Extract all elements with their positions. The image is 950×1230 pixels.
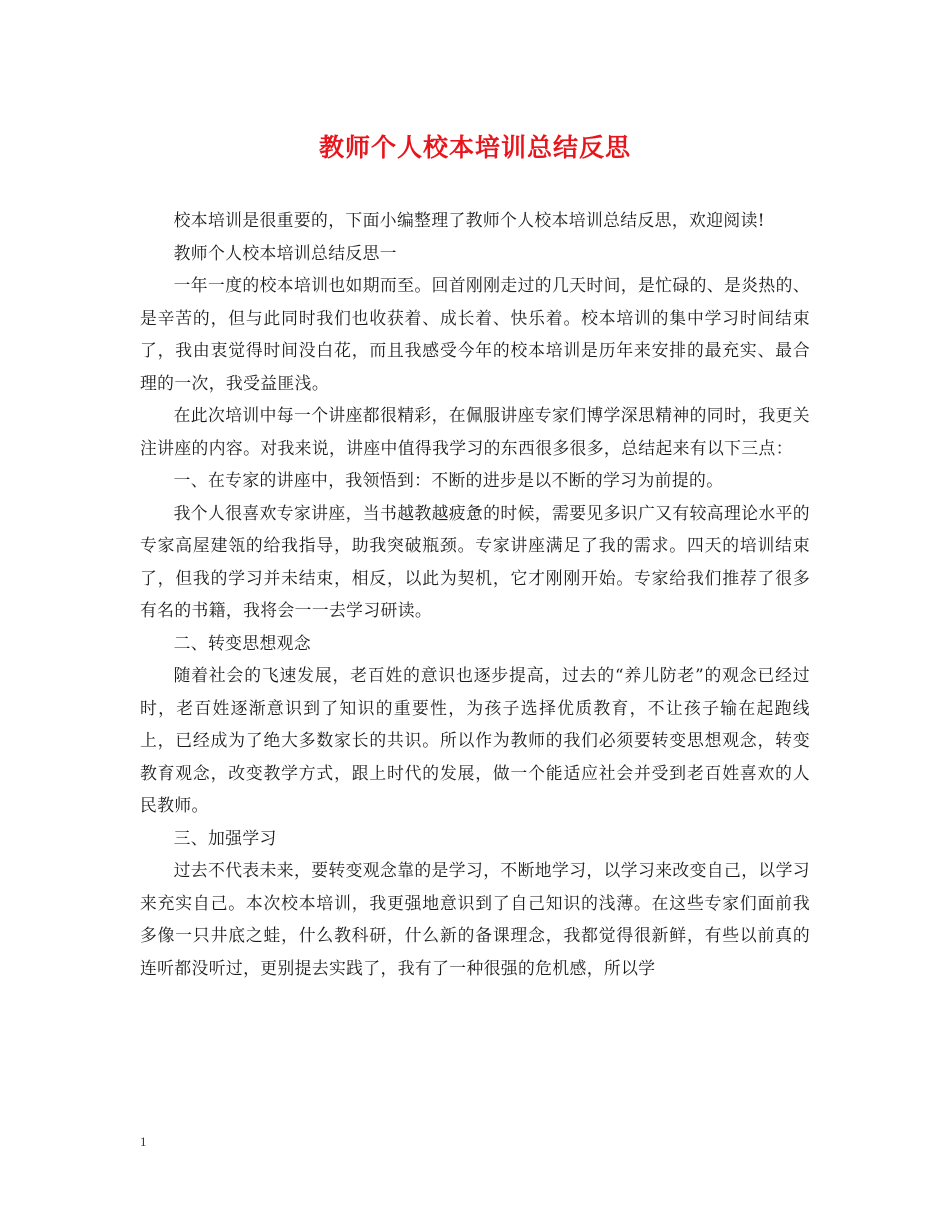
- paragraph-intro: 校本培训是很重要的，下面小编整理了教师个人校本培训总结反思，欢迎阅读!: [173, 210, 765, 230]
- point-heading-one: 一、在专家的讲座中，我领悟到：不断的进步是以不断的学习为前提的。: [173, 470, 724, 490]
- section-heading-reflection-one: 教师个人校本培训总结反思一: [173, 242, 397, 263]
- document-title: 教师个人校本培训总结反思: [318, 133, 631, 162]
- document-body: [140, 204, 810, 984]
- page-number: 1: [140, 1134, 147, 1149]
- paragraph: 在此次培训中每一个讲座都很精彩，在佩服讲座专家们博学深思精神的同时，我更关注讲座的内容。对我来说，讲座中值得我学习的东西很多很多，总结起来有以下三点：: [140, 405, 810, 458]
- point-heading-two: 二、转变思想观念: [173, 632, 312, 653]
- paragraph: 过去不代表未来，要转变观念靠的是学习，不断地学习，以学习来改变自己，以学习来充实自己。本次校本培训，我更强地意识到了自己知识的浅薄。在这些专家们面前我多像一只井底之蛙，什么教科研，什么新的备课理念，我都觉得很新鲜，有些以前真的连听都没听过，更别提去实践了，我有了一种很强的危机感，所以学: [140, 860, 810, 978]
- point-heading-three: 三、加强学习: [173, 827, 277, 848]
- paragraph: 随着社会的飞速发展，老百姓的意识也逐步提高，过去的“养儿防老”的观念已经过时，老百姓逐渐意识到了知识的重要性，为孩子选择优质教育，不让孩子输在起跑线上，已经成为了绝大多数家长的共识。所以作为教师的我们必须要转变思想观念，转变教育观念，改变教学方式，跟上时代的发展，做一个能适应社会并受到老百姓喜欢的人民教师。: [140, 665, 810, 815]
- paragraph: 我个人很喜欢专家讲座，当书越教越疲惫的时候，需要见多识广又有较高理论水平的专家高屋建瓴的给我指导，助我突破瓶颈。专家讲座满足了我的需求。四天的培训结束了，但我的学习并未结束，相反，以此为契机，它才刚刚开始。专家给我们推荐了很多有名的书籍，我将会一一去学习研读。: [140, 502, 810, 620]
- paragraph: 一年一度的校本培训也如期而至。回首刚刚走过的几天时间，是忙碌的、是炎热的、是辛苦的，但与此同时我们也收获着、成长着、快乐着。校本培训的集中学习时间结束了，我由衷觉得时间没白花，而且我感受今年的校本培训是历年来安排的最充实、最合理的一次，我受益匪浅。: [140, 275, 810, 393]
